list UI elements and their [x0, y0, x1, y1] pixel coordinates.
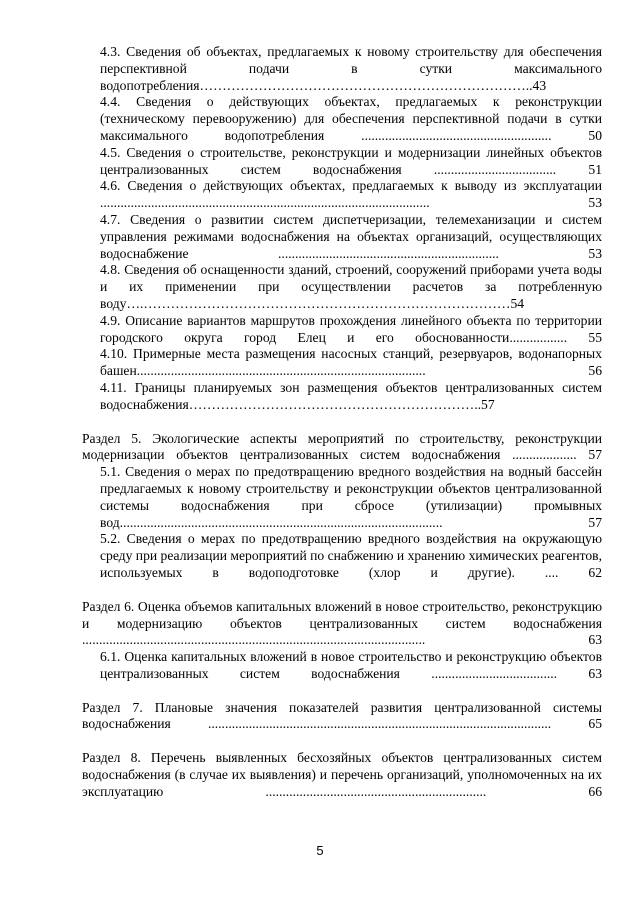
toc-entry: 5.1. Сведения о мерах по предотвращению вредного воздействия на водный бассейн предлагаемых к новому строительству и реконструкции объектов централизованной системы водоснабжения при сбросе (утилизации) промывных вод............................................................................................... 57 — [100, 464, 602, 530]
toc-entry: 4.3. Сведения об объектах, предлагаемых к новому строительству для обеспечения перспективной подачи в сутки максимального водопотребления………………………………………………………………..43 — [100, 44, 602, 93]
page-number: 5 — [316, 843, 324, 858]
toc-entry: 5.2. Сведения о мерах по предотвращению вредного воздействия на окружающую среду при реализации мероприятий по снабжению и хранению химических реагентов, используемых в водоподготовке (хлор и другие). .... 62 — [100, 531, 602, 580]
toc-entry: Раздел 8. Перечень выявленных бесхозяйных объектов централизованных систем водоснабжения (в случае их выявления) и перечень организаций, уполномоченных на их эксплуатацию ................................................................. 66 — [82, 750, 602, 799]
toc-entry: 4.10. Примерные места размещения насосных станций, резервуаров, водонапорных башен..................................................................................... 56 — [100, 346, 602, 379]
toc-entry: 4.7. Сведения о развитии систем диспетчеризации, телемеханизации и систем управления режимами водоснабжения на объектах организаций, осуществляющих водоснабжение ................................................................. 53 — [100, 211, 602, 261]
toc-entry: 4.8. Сведения об оснащенности зданий, строений, сооружений приборами учета воды и их применении при осуществлении расчетов за потребленную воду….………………………………………………………………………54 — [100, 262, 602, 311]
toc-entry: 4.9. Описание вариантов маршрутов прохождения линейного объекта по территории городского округа город Елец и его обоснованности................. 55 — [100, 312, 602, 345]
toc-entry: 4.5. Сведения о строительстве, реконструкции и модернизации линейных объектов централизованных систем водоснабжения .................................... 51 — [100, 144, 602, 177]
toc-entry: Раздел 6. Оценка объемов капитальных вложений в новое строительство, реконструкцию и модернизацию объектов централизованных систем водоснабжения ..................................................................................................... 63 — [82, 598, 602, 648]
toc-entry: 4.11. Границы планируемых зон размещения объектов централизованных систем водоснабжения………………………………………………………..57 — [100, 379, 602, 412]
table-of-contents — [82, 44, 602, 801]
toc-entry: Раздел 7. Плановые значения показателей развития централизованной системы водоснабжения ..................................................................................................... 65 — [82, 699, 602, 732]
toc-entry: Раздел 5. Экологические аспекты мероприятий по строительству, реконструкции модернизации объектов централизованных систем водоснабжения ................... 57 — [82, 430, 602, 463]
toc-entry: 4.4. Сведения о действующих объектах, предлагаемых к реконструкции (техническому перевооружению) для обеспечения перспективной подачи в сутки максимального водопотребления ........................................................ 50 — [100, 94, 602, 143]
toc-entry: 6.1. Оценка капитальных вложений в новое строительство и реконструкцию объектов централизованных систем водоснабжения ..................................... 63 — [100, 649, 602, 681]
toc-entry: 4.6. Сведения о действующих объектах, предлагаемых к выводу из эксплуатации ................................................................................................. 53 — [100, 178, 602, 211]
